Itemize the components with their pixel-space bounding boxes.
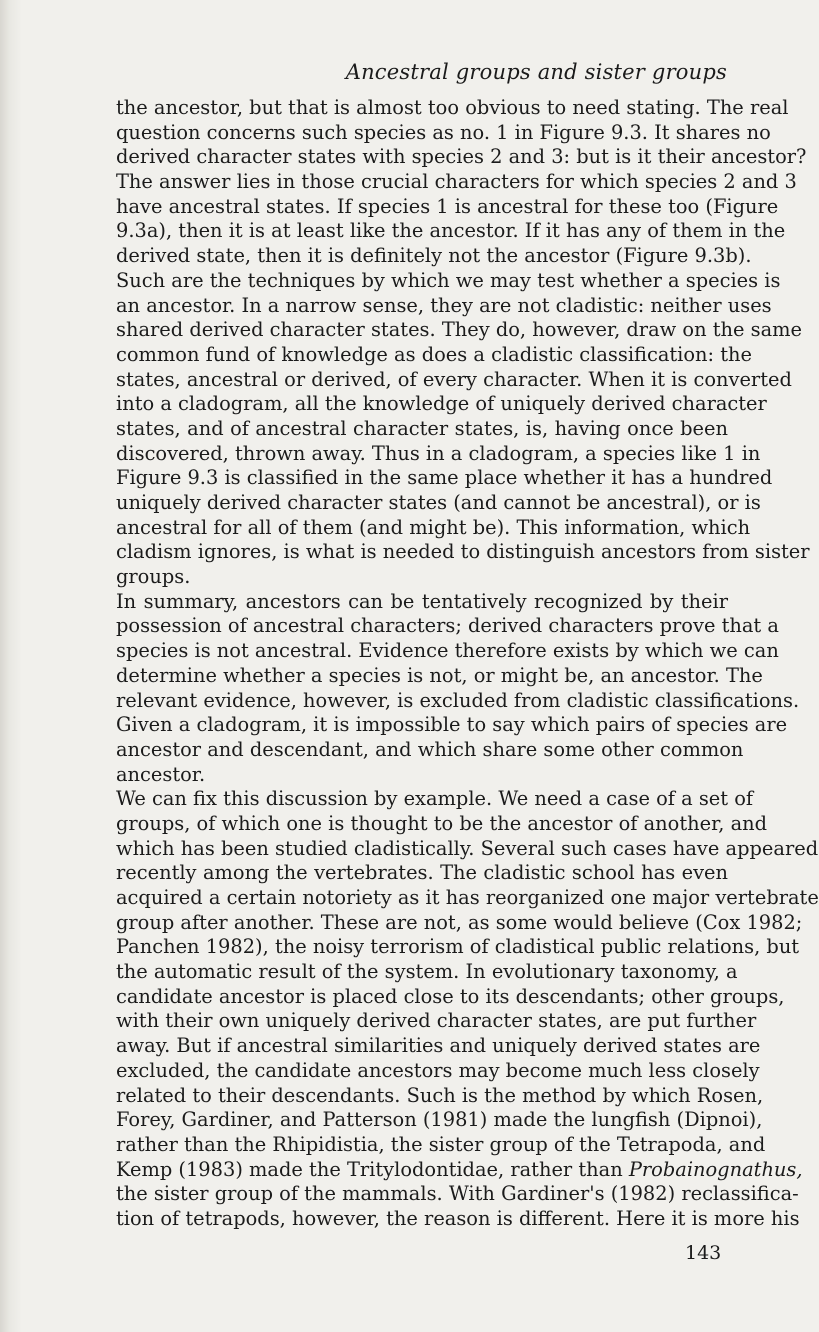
text-line: Panchen 1982), the noisy terrorism of cladistical public relations, but (116, 935, 800, 959)
text-line: discovered, thrown away. Thus in a cladogram, a species like 1 in (116, 441, 761, 465)
text-line: derived state, then it is definitely not the ancestor (Figure 9.3b). (116, 244, 752, 268)
text-line: with their own uniquely derived character states, are put further (116, 1009, 757, 1033)
text-line: common fund of knowledge as does a cladistic classification: the (116, 342, 752, 366)
text-line: groups, of which one is thought to be the ancestor of another, and (116, 811, 768, 835)
text-line: excluded, the candidate ancestors may become much less closely (116, 1058, 760, 1082)
text-line: states, ancestral or derived, of every character. When it is converted (116, 367, 792, 391)
text-line: rather than the Rhipidistia, the sister group of the Tetrapoda, and (116, 1132, 766, 1156)
text-line: related to their descendants. Such is the method by which Rosen, (116, 1083, 764, 1107)
text-line: an ancestor. In a narrow sense, they are not cladistic: neither uses (116, 293, 772, 317)
text-line: the sister group of the mammals. With Gardiner's (1982) reclassifica- (116, 1182, 799, 1206)
text-line: groups. (116, 565, 191, 589)
running-head: Ancestral groups and sister groups (345, 60, 727, 84)
text-line: candidate ancestor is placed close to its descendants; other groups, (116, 984, 785, 1008)
text-line (116, 1157, 803, 1183)
text-line: shared derived character states. They do, however, draw on the same (116, 318, 803, 342)
text-line: away. But if ancestral similarities and uniquely derived states are (116, 1034, 761, 1058)
text-line: cladism ignores, is what is needed to distinguish ancestors from sister (116, 540, 810, 564)
text-line: relevant evidence, however, is excluded from cladistic classifications. (116, 688, 800, 712)
text-line: the ancestor, but that is almost too obvious to need stating. The real (116, 96, 789, 119)
text-line: question concerns such species as no. 1 in Figure 9.3. It shares no (116, 120, 771, 144)
text-line: acquired a certain notoriety as it has reorganized one major vertebrate (116, 886, 819, 909)
text-line-content: Kemp (1983) made the Tritylodontidae, rather than Probainognathus, (116, 1157, 803, 1181)
text-line: Such are the techniques by which we may test whether a species is (116, 268, 781, 292)
text-line: ancestor and descendant, and which share some other common (116, 737, 744, 761)
text-line: into a cladogram, all the knowledge of uniquely derived character (116, 392, 767, 416)
italic-taxon-name: Probainognathus, (628, 1157, 803, 1181)
text-line: The answer lies in those crucial characters for which species 2 and 3 (116, 170, 797, 194)
body-text (116, 96, 819, 1232)
text-line: species is not ancestral. Evidence therefore exists by which we can (116, 639, 779, 663)
text-line: In summary, ancestors can be tentatively recognized by their (116, 589, 728, 613)
text-line: derived character states with species 2 and 3: but is it their ancestor? (116, 145, 807, 169)
text-line: states, and of ancestral character states, is, having once been (116, 416, 728, 440)
text-line: have ancestral states. If species 1 is ancestral for these too (Figure (116, 194, 779, 218)
page-number: 143 (685, 1242, 722, 1264)
text-line: tion of tetrapods, however, the reason is different. Here it is more his (116, 1206, 800, 1230)
text-line: Given a cladogram, it is impossible to say which pairs of species are (116, 713, 788, 737)
text-line: We can fix this discussion by example. We need a case of a set of (116, 787, 754, 811)
text-line: determine whether a species is not, or might be, an ancestor. The (116, 663, 763, 687)
text-line: which has been studied cladistically. Several such cases have appeared (116, 836, 819, 860)
text-line: ancestor. (116, 762, 206, 786)
text-line: recently among the vertebrates. The cladistic school has even (116, 861, 728, 885)
text-line: Forey, Gardiner, and Patterson (1981) made the lungfish (Dipnoi), (116, 1108, 763, 1132)
text-line: group after another. These are not, as some would believe (Cox 1982; (116, 910, 803, 934)
text-line: uniquely derived character states (and cannot be ancestral), or is (116, 491, 761, 514)
text-line: the automatic result of the system. In evolutionary taxonomy, a (116, 960, 738, 984)
text-line: possession of ancestral characters; derived characters prove that a (116, 614, 779, 638)
text-line: Figure 9.3 is classified in the same place whether it has a hundred (116, 466, 773, 490)
text-line: 9.3a), then it is at least like the ancestor. If it has any of them in the (116, 219, 786, 243)
page-gutter-shadow (0, 0, 22, 1332)
text-line: ancestral for all of them (and might be). This information, which (116, 515, 751, 539)
